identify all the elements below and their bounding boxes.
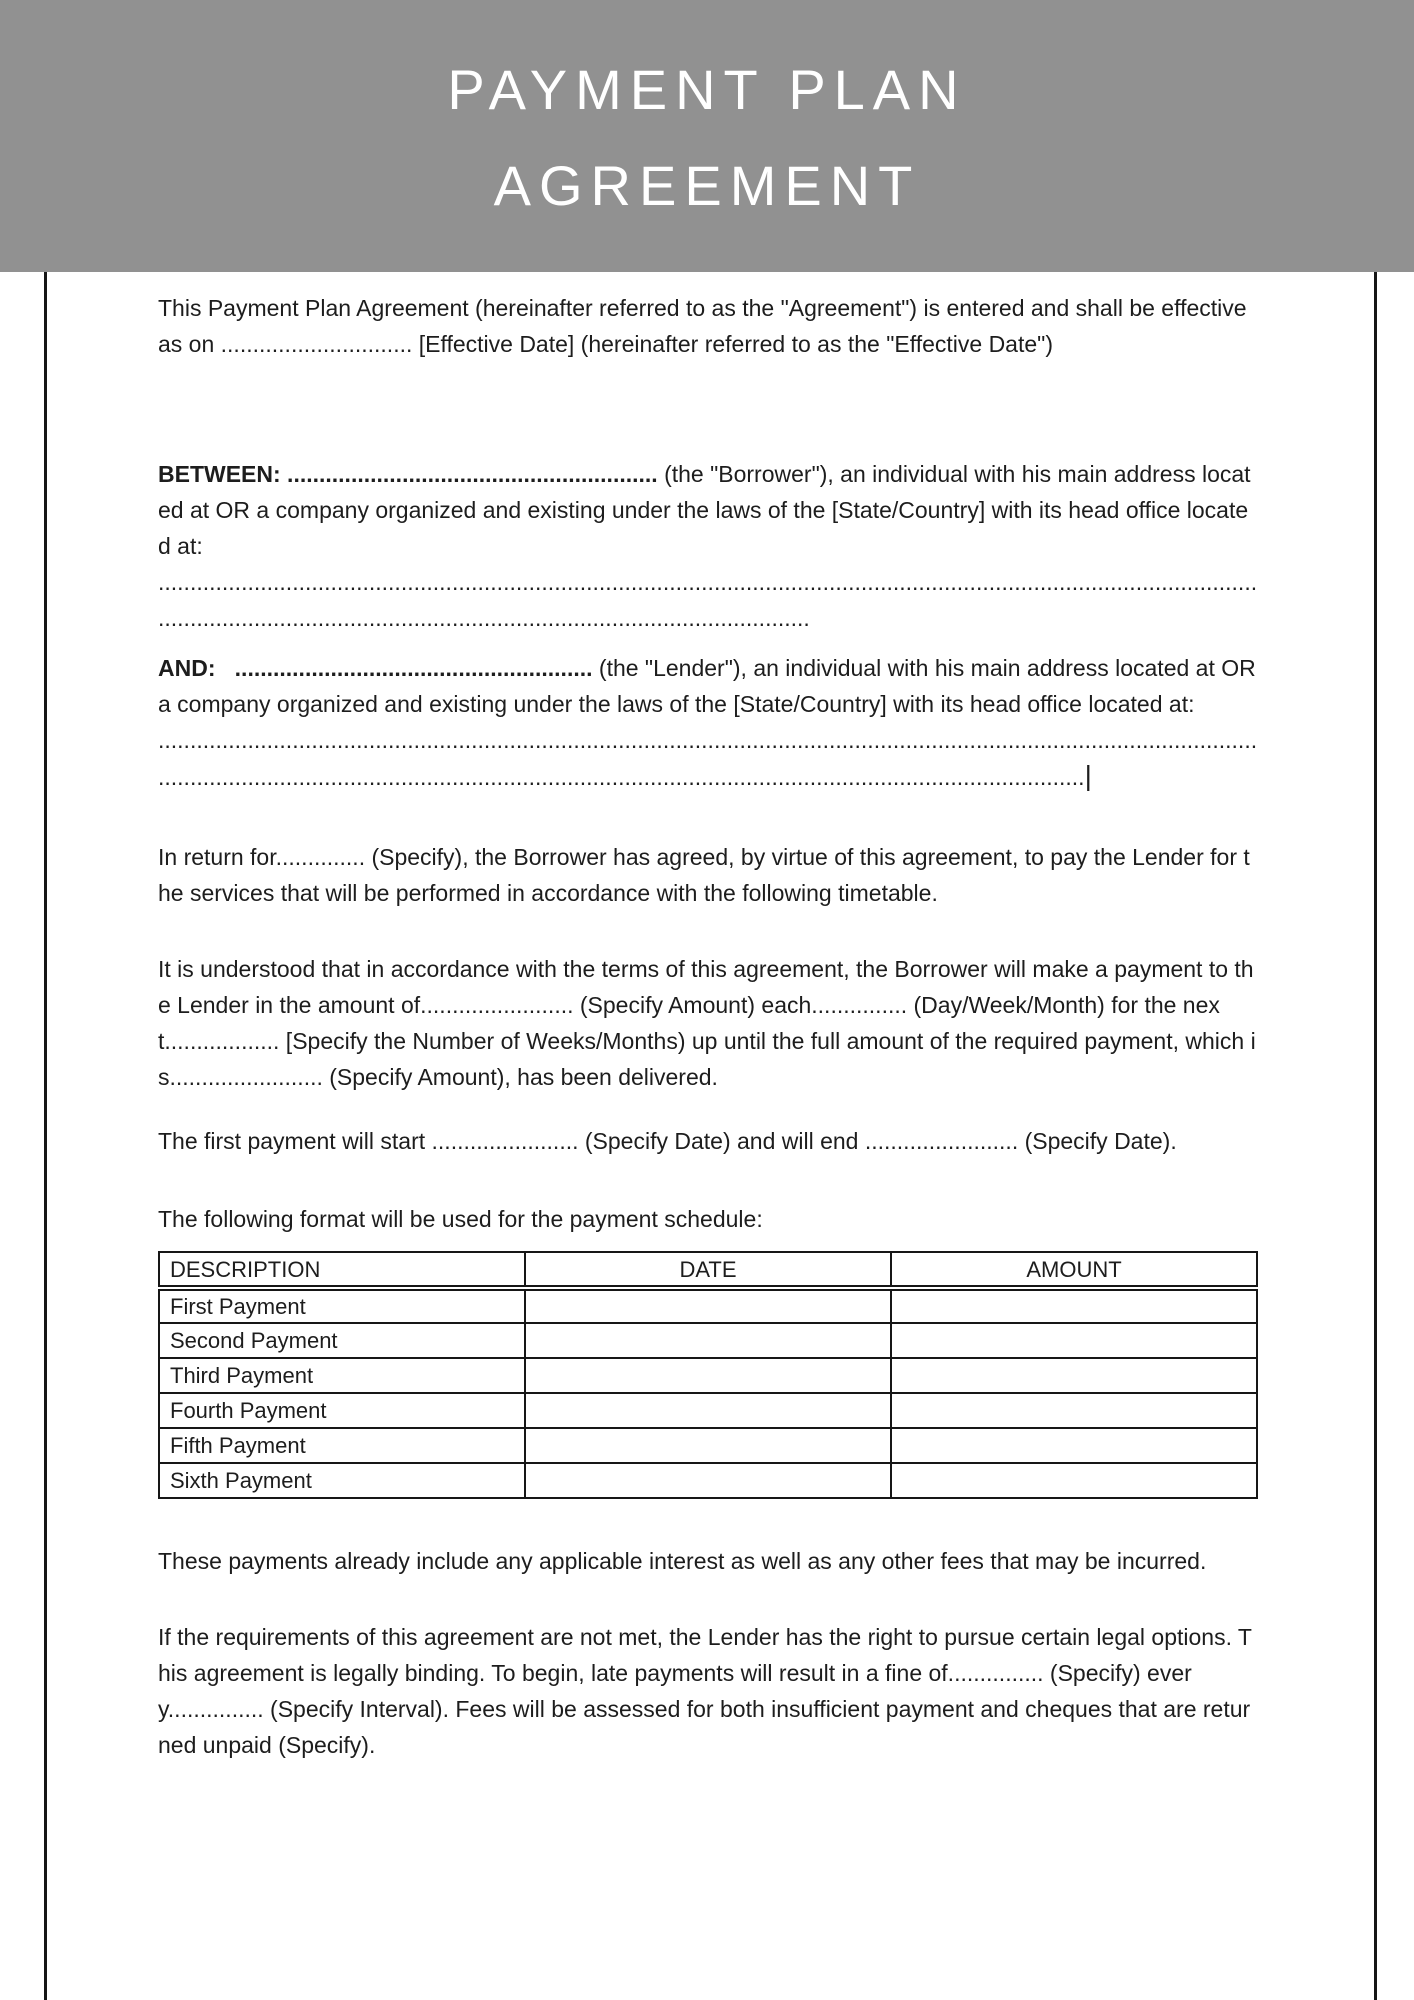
cell-date[interactable] — [525, 1463, 891, 1498]
table-row — [159, 1428, 1257, 1463]
table-row — [159, 1288, 1257, 1323]
document-title-line-2: AGREEMENT — [493, 154, 921, 217]
paragraph-between-borrower — [158, 456, 1258, 636]
cell-description: First Payment — [159, 1288, 525, 1323]
cell-amount[interactable] — [891, 1393, 1257, 1428]
cell-amount[interactable] — [891, 1358, 1257, 1393]
table-row — [159, 1323, 1257, 1358]
between-text: (the "Borrower"), an individual with his main address located at OR a company organized and existing under the laws of the [State/Country] with its head office located at: .................................................................................................................................................................................................................................................................................. — [158, 461, 1258, 631]
cell-amount[interactable] — [891, 1288, 1257, 1323]
paragraph-effective-date: This Payment Plan Agreement (hereinafter referred to as the "Agreement") is entered and shall be effective as on .............................. [Effective Date] (hereinafter referred to as the "Effective Date") — [158, 295, 1247, 357]
cell-amount[interactable] — [891, 1323, 1257, 1358]
paragraph-interest-fees: These payments already include any applicable interest as well as any other fees that may be incurred. — [158, 1548, 1207, 1574]
column-header-date: DATE — [525, 1252, 891, 1288]
table-header-row — [159, 1252, 1257, 1288]
cell-amount[interactable] — [891, 1428, 1257, 1463]
column-header-description: DESCRIPTION — [159, 1252, 525, 1288]
and-text: (the "Lender"), an individual with his main address located at OR a company organized and existing under the laws of the [State/Country] with its head office located at: ............................................................................................................................................................................................................................................................................................................................. — [158, 655, 1258, 790]
cell-date[interactable] — [525, 1323, 891, 1358]
between-label: BETWEEN: .......................................................... — [158, 461, 658, 487]
cell-description: Fourth Payment — [159, 1393, 525, 1428]
paragraph-payment-terms: It is understood that in accordance with the terms of this agreement, the Borrower will make a payment to the Lender in the amount of........................ (Specify Amount) each............... (Day/Week/Month) for the next.................. [Specify the Number of Weeks/Months) up until the full amount of the required payment, which is........................ (Specify Amount), has been delivered. — [158, 956, 1256, 1090]
document-title-line-1: PAYMENT PLAN — [447, 58, 967, 121]
paragraph-in-return-for: In return for.............. (Specify), the Borrower has agreed, by virtue of this agreement, to pay the Lender for the services that will be performed in accordance with the following timetable. — [158, 844, 1250, 906]
cell-description: Second Payment — [159, 1323, 525, 1358]
cell-description: Sixth Payment — [159, 1463, 525, 1498]
cell-date[interactable] — [525, 1288, 891, 1323]
cell-description: Fifth Payment — [159, 1428, 525, 1463]
text-cursor: | — [1084, 760, 1092, 791]
paragraph-first-payment-dates: The first payment will start ....................... (Specify Date) and will end ........................ (Specify Date). — [158, 1128, 1177, 1154]
cell-description: Third Payment — [159, 1358, 525, 1393]
cell-amount[interactable] — [891, 1463, 1257, 1498]
cell-date[interactable] — [525, 1393, 891, 1428]
table-row — [159, 1358, 1257, 1393]
and-label: AND: ........................................................ — [158, 655, 593, 681]
table-row — [159, 1393, 1257, 1428]
paragraph-legal-options: If the requirements of this agreement are not met, the Lender has the right to pursue certain legal options. This agreement is legally binding. To begin, late payments will result in a fine of............... (Specify) every............... (Specify Interval). Fees will be assessed for both insufficient payment and cheques that are returned unpaid (Specify). — [158, 1624, 1252, 1758]
paragraph-and-lender — [158, 650, 1258, 795]
title-banner — [0, 0, 1414, 272]
table-row — [159, 1463, 1257, 1498]
column-header-amount: AMOUNT — [891, 1252, 1257, 1288]
paragraph-schedule-format: The following format will be used for the payment schedule: — [158, 1206, 763, 1232]
cell-date[interactable] — [525, 1428, 891, 1463]
cell-date[interactable] — [525, 1358, 891, 1393]
document-body[interactable] — [0, 272, 1414, 1763]
payment-schedule-table — [158, 1251, 1258, 1499]
